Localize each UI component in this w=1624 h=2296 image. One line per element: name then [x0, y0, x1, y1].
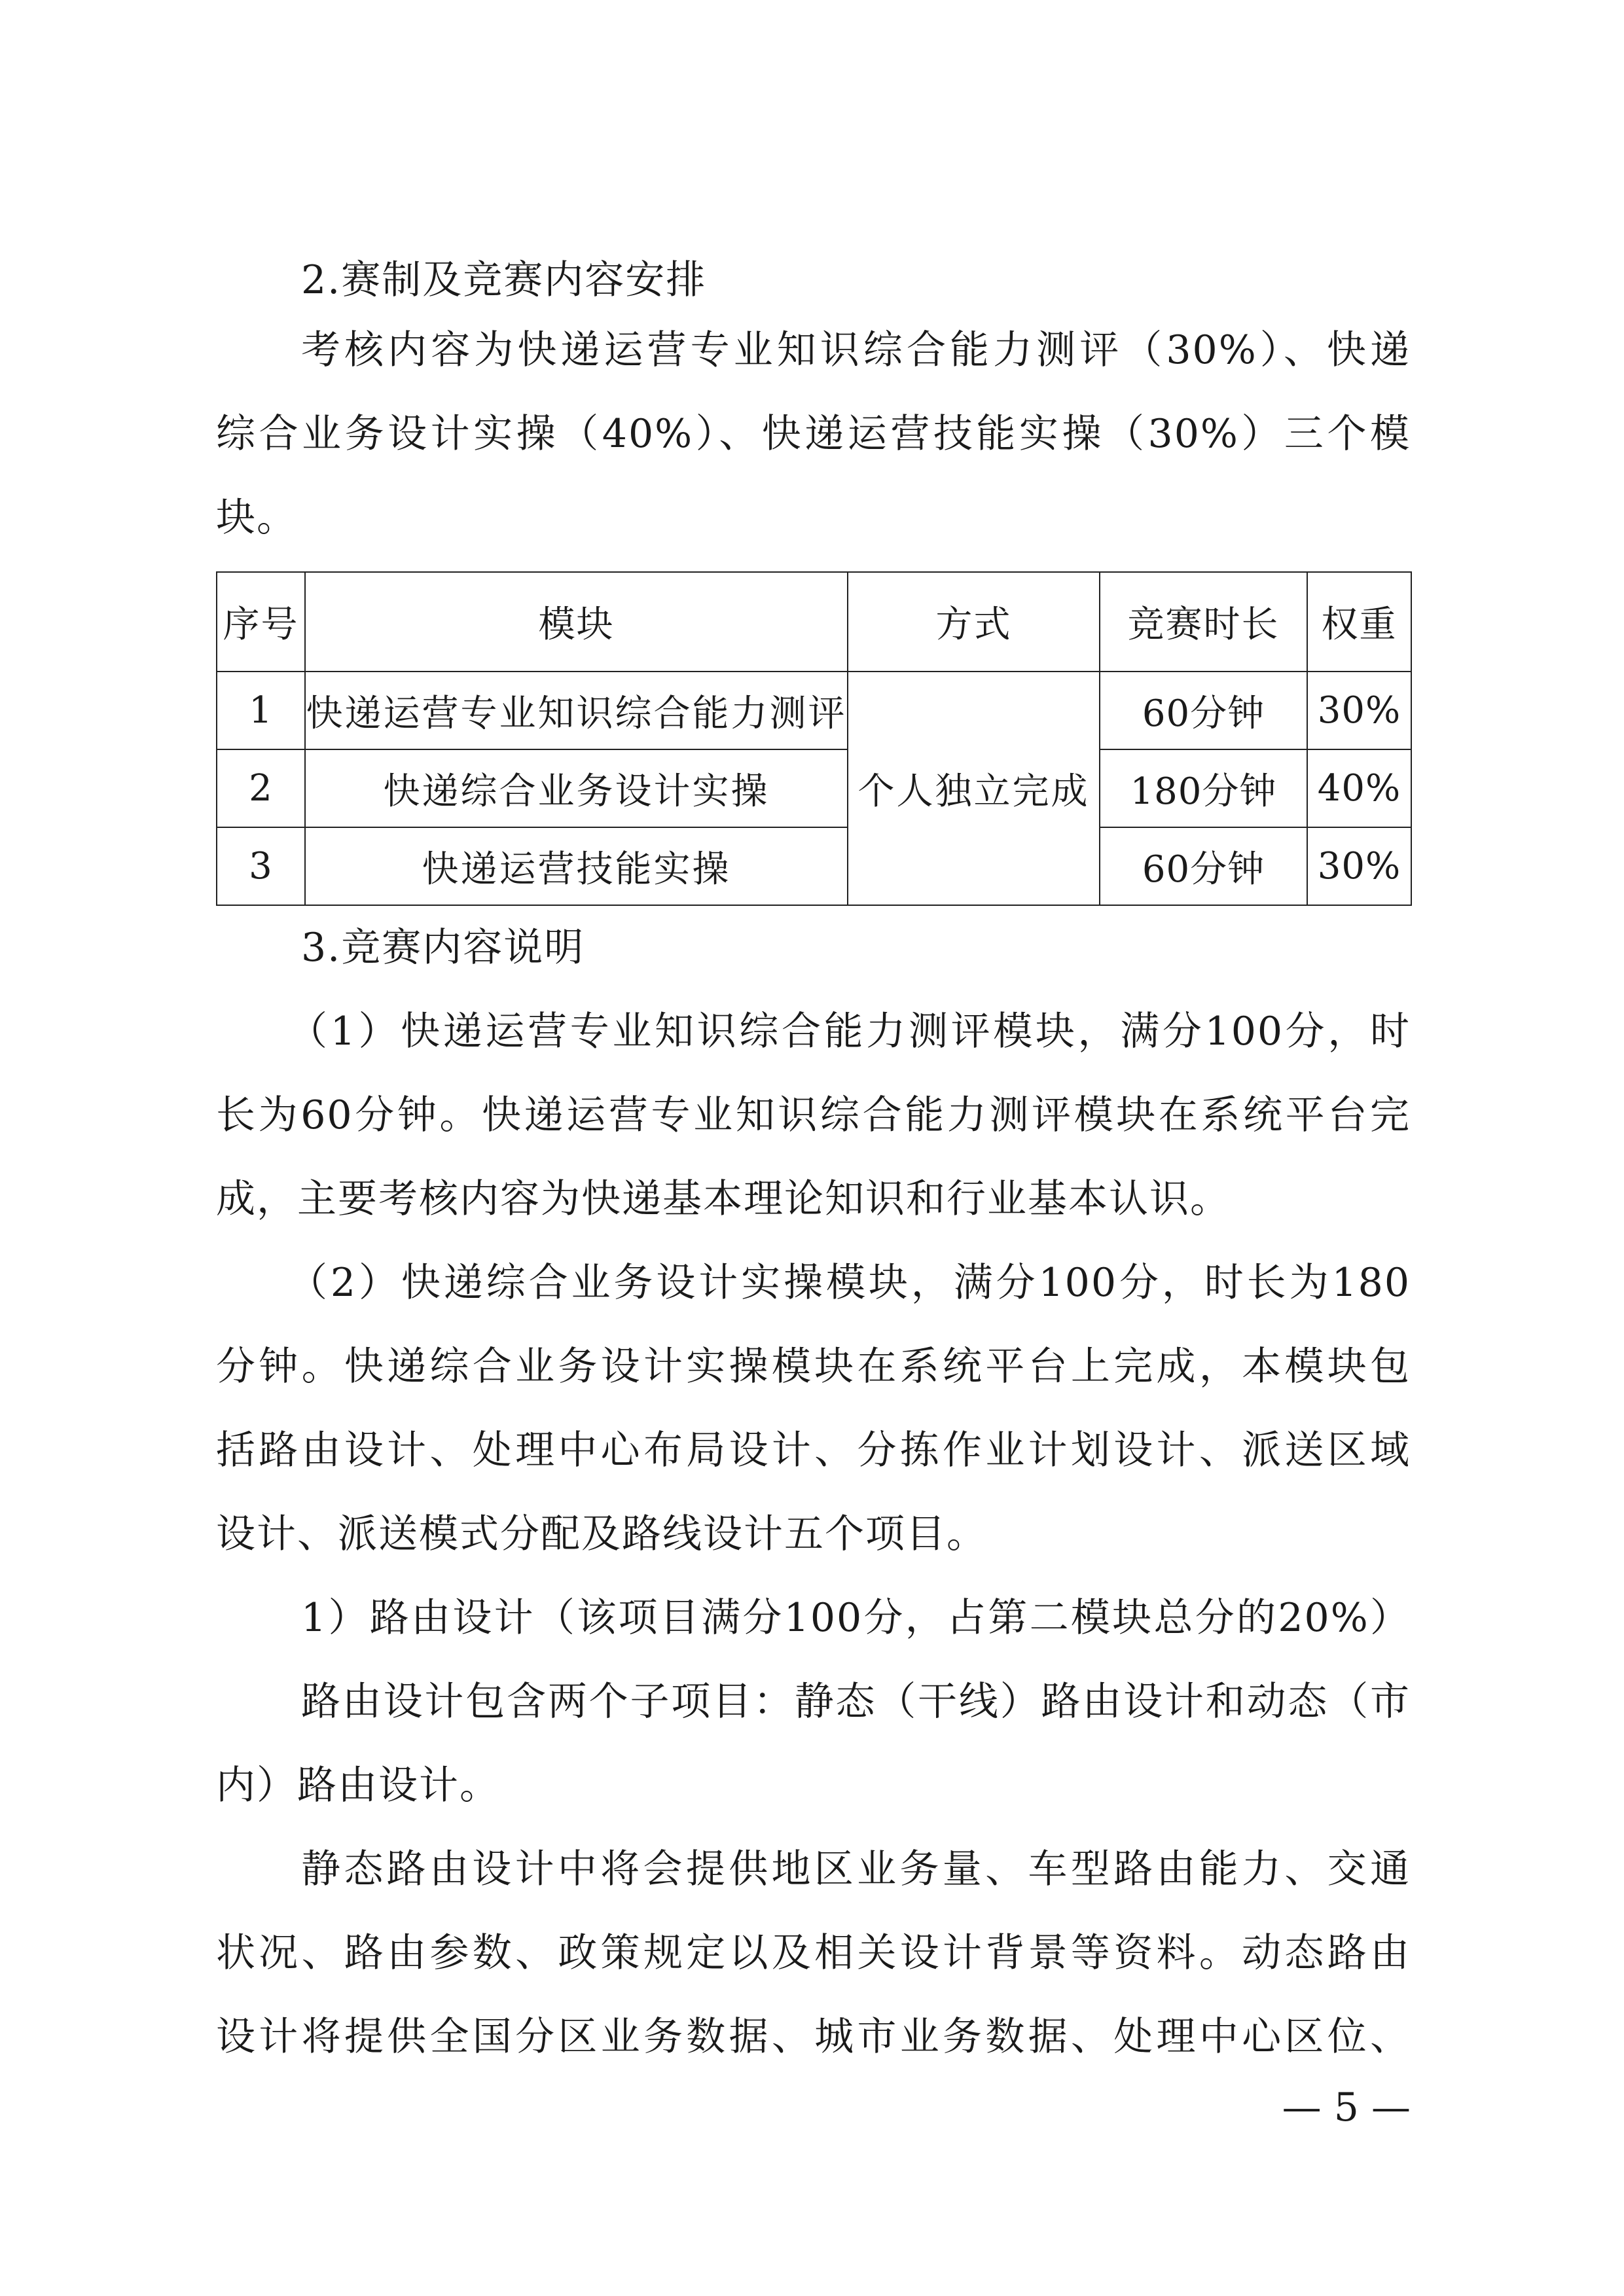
module-name: 快递运营专业知识综合能力测评: [305, 672, 848, 749]
row-number: 1: [217, 672, 305, 749]
header-cell: 竞赛时长: [1100, 572, 1307, 672]
table-row: [217, 827, 1411, 905]
duration-cell: 180分钟: [1100, 749, 1307, 827]
header-cell: 序号: [217, 572, 305, 672]
page-number: — 5 —: [1282, 2085, 1411, 2130]
table-row: [217, 749, 1411, 827]
paragraph-line: 静态路由设计中将会提供地区业务量、车型路由能力、交通: [301, 1846, 1411, 1892]
section-heading: 3.竞赛内容说明: [301, 925, 585, 971]
paragraph-line: 设计将提供全国分区业务数据、城市业务数据、处理中心区位、: [216, 2014, 1411, 2060]
paragraph-line: （2）快递综合业务设计实操模块，满分100分，时长为180: [288, 1260, 1411, 1306]
table-header-row: [217, 572, 1411, 672]
section-heading: 2.赛制及竞赛内容安排: [301, 257, 707, 303]
header-cell: 权重: [1307, 572, 1411, 672]
weight-cell: 30%: [1307, 672, 1411, 749]
paragraph-line: 设计、派送模式分配及路线设计五个项目。: [216, 1511, 987, 1557]
header-cell: 方式: [848, 572, 1100, 672]
subsection-heading: 1）路由设计（该项目满分100分，占第二模块总分的20%）: [301, 1595, 1411, 1641]
competition-table: [216, 571, 1412, 906]
paragraph-line: 括路由设计、处理中心布局设计、分拣作业计划设计、派送区域: [216, 1427, 1411, 1473]
paragraph-line: 分钟。快递综合业务设计实操模块在系统平台上完成，本模块包: [216, 1344, 1411, 1390]
row-number: 3: [217, 827, 305, 905]
module-name: 快递综合业务设计实操: [305, 749, 848, 827]
paragraph-line: 块。: [216, 495, 297, 541]
module-name: 快递运营技能实操: [305, 827, 848, 905]
paragraph-line: （1）快递运营专业知识综合能力测评模块，满分100分，时: [288, 1009, 1411, 1054]
paragraph-line: 状况、路由参数、政策规定以及相关设计背景等资料。动态路由: [216, 1930, 1411, 1976]
weight-cell: 40%: [1307, 749, 1411, 827]
row-number: 2: [217, 749, 305, 827]
table-row: [217, 672, 1411, 749]
paragraph-line: 成，主要考核内容为快递基本理论知识和行业基本认识。: [216, 1176, 1231, 1222]
header-cell: 模块: [305, 572, 848, 672]
duration-cell: 60分钟: [1100, 672, 1307, 749]
paragraph-line: 考核内容为快递运营专业知识综合能力测评（30%）、快递: [301, 327, 1411, 373]
paragraph-line: 长为60分钟。快递运营专业知识综合能力测评模块在系统平台完: [216, 1092, 1411, 1138]
paragraph-line: 内）路由设计。: [216, 1763, 500, 1808]
weight-cell: 30%: [1307, 827, 1411, 905]
duration-cell: 60分钟: [1100, 827, 1307, 905]
paragraph-line: 综合业务设计实操（40%）、快递运营技能实操（30%）三个模: [216, 411, 1411, 457]
method-cell: 个人独立完成: [848, 672, 1100, 905]
paragraph-line: 路由设计包含两个子项目：静态（干线）路由设计和动态（市: [301, 1679, 1411, 1725]
